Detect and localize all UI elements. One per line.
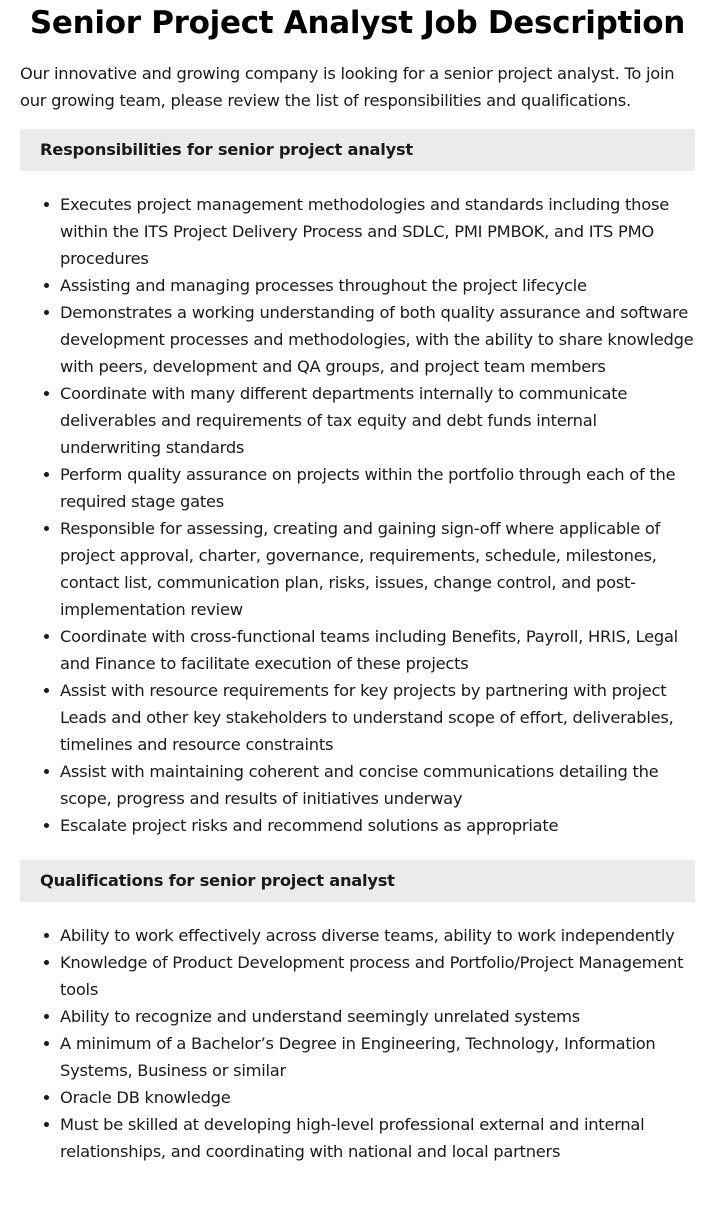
responsibilities-heading: Responsibilities for senior project analyst bbox=[20, 129, 695, 171]
list-item: Oracle DB knowledge bbox=[60, 1084, 695, 1111]
list-item: Responsible for assessing, creating and gaining sign-off where applicable of project approval, charter, governance, requirements, schedule, milestones, contact list, communication plan, risks, issues, change control, and post-implementation review bbox=[60, 515, 695, 623]
list-item: Demonstrates a working understanding of both quality assurance and software development processes and methodologies, with the ability to share knowledge with peers, development and QA groups, and project team members bbox=[60, 299, 695, 380]
list-item: Perform quality assurance on projects within the portfolio through each of the required stage gates bbox=[60, 461, 695, 515]
list-item: Assist with maintaining coherent and concise communications detailing the scope, progress and results of initiatives underway bbox=[60, 758, 695, 812]
list-item: Coordinate with cross-functional teams including Benefits, Payroll, HRIS, Legal and Finance to facilitate execution of these projects bbox=[60, 623, 695, 677]
intro-paragraph: Our innovative and growing company is looking for a senior project analyst. To join our growing team, please review the list of responsibilities and qualifications. bbox=[20, 64, 675, 110]
list-item: Ability to work effectively across diverse teams, ability to work independently bbox=[60, 922, 695, 949]
page-title: Senior Project Analyst Job Description bbox=[29, 5, 686, 41]
list-item: Must be skilled at developing high-level professional external and internal relationships, and coordinating with national and local partners bbox=[60, 1111, 695, 1165]
list-item: Ability to recognize and understand seemingly unrelated systems bbox=[60, 1003, 695, 1030]
qualifications-list bbox=[20, 922, 695, 1165]
list-item: A minimum of a Bachelor’s Degree in Engineering, Technology, Information Systems, Business or similar bbox=[60, 1030, 695, 1084]
list-item: Assist with resource requirements for key projects by partnering with project Leads and other key stakeholders to understand scope of effort, deliverables, timelines and resource constraints bbox=[60, 677, 695, 758]
list-item: Coordinate with many different departments internally to communicate deliverables and requirements of tax equity and debt funds internal underwriting standards bbox=[60, 380, 695, 461]
responsibilities-list bbox=[20, 191, 695, 839]
list-item: Escalate project risks and recommend solutions as appropriate bbox=[60, 812, 695, 839]
list-item: Assisting and managing processes throughout the project lifecycle bbox=[60, 272, 695, 299]
list-item: Knowledge of Product Development process and Portfolio/Project Management tools bbox=[60, 949, 695, 1003]
list-item: Executes project management methodologies and standards including those within the ITS Project Delivery Process and SDLC, PMI PMBOK, and ITS PMO procedures bbox=[60, 191, 695, 272]
qualifications-heading: Qualifications for senior project analyst bbox=[20, 860, 695, 902]
